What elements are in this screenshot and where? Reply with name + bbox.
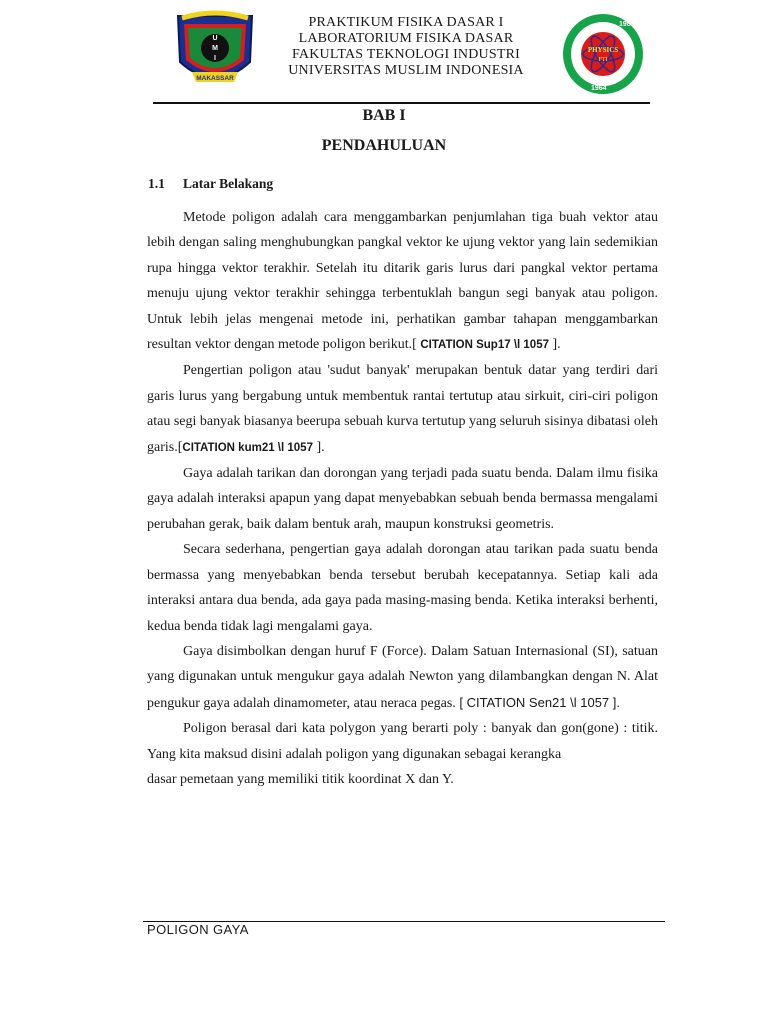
citation: CITATION Sup17 \l 1057 bbox=[420, 339, 549, 352]
svg-text:U: U bbox=[212, 35, 218, 42]
body-text bbox=[147, 205, 658, 792]
umi-university-logo bbox=[174, 10, 256, 94]
header-line-1: PRAKTIKUM FISIKA DASAR I bbox=[308, 15, 504, 30]
svg-text:M: M bbox=[212, 45, 218, 52]
chapter-title: PENDAHULUAN bbox=[321, 137, 447, 154]
paragraph-text: dasar pemetaan yang memiliki titik koordinat X dan Y. bbox=[147, 771, 454, 787]
paragraph bbox=[147, 767, 658, 792]
section-number: 1.1 bbox=[148, 176, 165, 191]
paragraph bbox=[147, 358, 658, 461]
svg-text:FTI: FTI bbox=[598, 57, 608, 63]
chapter-number: BAB I bbox=[362, 107, 406, 124]
paragraph-text: Metode poligon adalah cara menggambarkan penjumlahan tiga buah vektor atau lebih dengan saling menghubungkan pangkal vektor ke ujung vektor yang lain sedemikian rupa hingga vektor terakhir. Setelah itu ditarik garis lurus dari pangkal vektor pertama menuju ujung vektor terakhir sehingga terbentuklah bangun segi banyak atau poligon. Untuk lebih jelas mengenai metode ini, perhatikan gambar tahapan menggambarkan resultan vektor dengan metode poligon berikut.[ bbox=[147, 210, 658, 353]
paragraph bbox=[147, 461, 658, 537]
svg-text:PHYSICS: PHYSICS bbox=[587, 46, 619, 54]
citation: [ CITATION Sen21 \l 1057 ]. bbox=[459, 694, 620, 710]
paragraph-text: Gaya disimbolkan dengan huruf F (Force). Dalam Satuan Internasional (SI), satuan yang digunakan untuk mengukur gaya adalah Newton yang dilambangkan dengan N. Alat pengukur gaya adalah dinamometer, atau neraca pegas. bbox=[147, 643, 658, 711]
header-divider bbox=[153, 102, 650, 104]
paragraph bbox=[147, 537, 658, 639]
svg-text:MAKASSAR: MAKASSAR bbox=[196, 75, 234, 82]
paragraph bbox=[147, 205, 658, 358]
paragraph bbox=[147, 716, 658, 767]
paragraph bbox=[147, 639, 658, 716]
citation-close: ]. bbox=[312, 439, 325, 455]
citation-close: ]. bbox=[549, 337, 561, 353]
section-heading bbox=[148, 176, 273, 192]
svg-text:I: I bbox=[214, 55, 216, 62]
paragraph-text: Gaya adalah tarikan dan dorongan yang terjadi pada suatu benda. Dalam ilmu fisika gaya adalah interaksi apapun yang dapat menyebabkan sebuah benda bermassa mengalami perubahan gerak, baik dalam bentuk arah, maupun konstruksi geometris. bbox=[147, 466, 658, 532]
section-title: Latar Belakang bbox=[183, 176, 274, 191]
institution-header bbox=[256, 15, 556, 79]
header-line-3: FAKULTAS TEKNOLOGI INDUSTRI bbox=[291, 47, 521, 62]
paragraph-text: Secara sederhana, pengertian gaya adalah dorongan atau tarikan pada suatu benda bermassa yang menyebabkan benda tersebut berubah kecepatannya. Setiap kali ada interaksi antara dua benda, ada gaya pada masing-masing benda. Ketika interaksi berhenti, kedua benda tidak lagi mengalami gaya. bbox=[147, 542, 658, 634]
running-footer: POLIGON GAYA bbox=[147, 922, 249, 937]
citation: CITATION kum21 \l 1057 bbox=[182, 441, 313, 454]
svg-text:1987: 1987 bbox=[619, 21, 635, 28]
physics-lab-logo bbox=[561, 12, 645, 96]
svg-text:1964: 1964 bbox=[591, 85, 607, 92]
paragraph-text: Poligon berasal dari kata polygon yang berarti poly : banyak dan gon(gone) : titik. Yang kita maksud disini adalah poligon yang digunakan sebagai kerangka bbox=[147, 721, 658, 762]
paragraph-text: Pengertian poligon atau 'sudut banyak' merupakan bentuk datar yang terdiri dari garis lurus yang bergabung untuk membentuk rantai tertutup atau sirkuit, ciri-ciri poligon atau segi banyak biasanya beerupa sebuah kurva tertutup yang seluruh sisinya dibatasi oleh garis.[ bbox=[147, 363, 658, 455]
header-line-2: LABORATORIUM FISIKA DASAR bbox=[298, 31, 514, 46]
header-line-4: UNIVERSITAS MUSLIM INDONESIA bbox=[288, 63, 524, 78]
